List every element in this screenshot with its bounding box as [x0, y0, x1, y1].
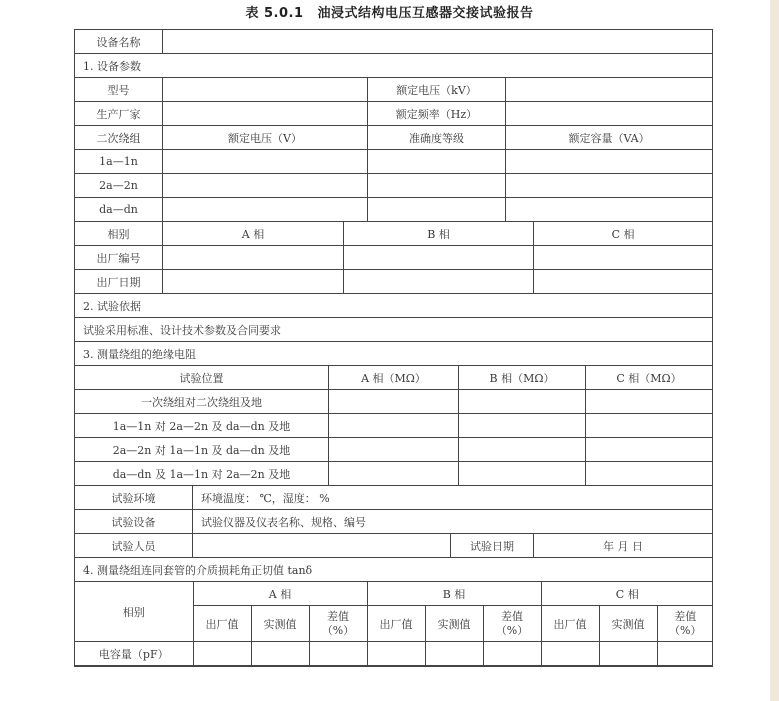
- tand-table: [75, 582, 713, 666]
- ir-b-field[interactable]: [459, 462, 586, 486]
- difference-header: [483, 606, 541, 642]
- manufacture-date-label: 出厂日期: [75, 270, 163, 294]
- winding-capacity-field[interactable]: [506, 174, 713, 198]
- date-c-field[interactable]: [534, 270, 713, 294]
- cap-c-diff[interactable]: [657, 642, 713, 666]
- ir-position: 一次绕组对二次绕组及地: [75, 390, 329, 414]
- table-number: 表 5.0.1: [245, 6, 304, 21]
- cap-b-measured[interactable]: [425, 642, 483, 666]
- ir-a-field[interactable]: [329, 462, 459, 486]
- secondary-winding-header: 二次绕组: [75, 126, 163, 150]
- title-text: 油浸式结构电压互感器交接试验报告: [317, 6, 534, 21]
- winding-voltage-field[interactable]: [163, 174, 368, 198]
- cap-c-measured[interactable]: [599, 642, 657, 666]
- rated-voltage-kv-field[interactable]: [506, 78, 713, 102]
- factory-value-header: 出厂值: [541, 606, 599, 642]
- test-report-table: [74, 29, 713, 667]
- personnel-label: 试验人员: [75, 534, 193, 558]
- test-position-header: 试验位置: [75, 366, 329, 390]
- model-field[interactable]: [163, 78, 368, 102]
- ir-a-field[interactable]: [329, 390, 459, 414]
- phase-b-header: B 相: [344, 222, 534, 246]
- difference-header-line2: （%）: [669, 623, 702, 637]
- winding-capacity-field[interactable]: [506, 150, 713, 174]
- ir-c-field[interactable]: [586, 438, 713, 462]
- winding-accuracy-field[interactable]: [368, 174, 506, 198]
- measured-value-header: 实测值: [251, 606, 309, 642]
- manufacturer-field[interactable]: [163, 102, 368, 126]
- measured-value-header: 实测值: [425, 606, 483, 642]
- secondary-voltage-header: 额定电压（V）: [163, 126, 368, 150]
- difference-header-line1: 差值: [327, 609, 349, 623]
- ir-row: [75, 462, 713, 486]
- date-b-field[interactable]: [344, 270, 534, 294]
- accuracy-class-header: 准确度等级: [368, 126, 506, 150]
- ir-b-header: B 相（MΩ）: [459, 366, 586, 390]
- section1-heading: 1. 设备参数: [75, 54, 713, 78]
- secondary-row: [75, 174, 713, 198]
- factory-value-header: 出厂值: [193, 606, 251, 642]
- ir-row: [75, 414, 713, 438]
- ir-c-field[interactable]: [586, 462, 713, 486]
- rated-capacity-header: 额定容量（VA）: [506, 126, 713, 150]
- ir-b-field[interactable]: [459, 414, 586, 438]
- ir-row: [75, 438, 713, 462]
- document-title: [0, 2, 779, 21]
- manufacturer-label: 生产厂家: [75, 102, 163, 126]
- secondary-row: [75, 150, 713, 174]
- cap-c-factory[interactable]: [541, 642, 599, 666]
- test-basis-text: 试验采用标准、设计技术参数及合同要求: [75, 318, 713, 342]
- winding-label: da—dn: [75, 198, 163, 222]
- winding-voltage-field[interactable]: [163, 198, 368, 222]
- capacitance-label: 电容量（pF）: [75, 642, 193, 666]
- ir-a-field[interactable]: [329, 414, 459, 438]
- tand-table-container: [75, 582, 713, 667]
- personnel-field[interactable]: [193, 534, 451, 558]
- phase-row: [75, 246, 713, 270]
- winding-label: 1a—1n: [75, 150, 163, 174]
- equipment-name-field[interactable]: [163, 30, 713, 54]
- equipment-name-label: 设备名称: [75, 30, 163, 54]
- test-date-field[interactable]: 年 月 日: [534, 534, 713, 558]
- cap-a-factory[interactable]: [193, 642, 251, 666]
- ir-position: da—dn 及 1a—1n 对 2a—2n 及地: [75, 462, 329, 486]
- winding-accuracy-field[interactable]: [368, 150, 506, 174]
- ir-c-field[interactable]: [586, 414, 713, 438]
- ir-position: 2a—2n 对 1a—1n 及 da—dn 及地: [75, 438, 329, 462]
- phase-row: [75, 270, 713, 294]
- difference-header-line2: （%）: [321, 623, 355, 637]
- rated-frequency-field[interactable]: [506, 102, 713, 126]
- date-a-field[interactable]: [163, 270, 344, 294]
- ir-c-header: C 相（MΩ）: [586, 366, 713, 390]
- page-edge: [770, 0, 779, 701]
- measured-value-header: 实测值: [599, 606, 657, 642]
- environment-field[interactable]: 环境温度： ℃，湿度： %: [193, 486, 713, 510]
- tand-phase-b-header: B 相: [367, 582, 541, 606]
- difference-header: [657, 606, 713, 642]
- phase-c-header: C 相: [534, 222, 713, 246]
- test-date-label: 试验日期: [451, 534, 534, 558]
- cap-a-diff[interactable]: [309, 642, 367, 666]
- serial-c-field[interactable]: [534, 246, 713, 270]
- secondary-row: [75, 198, 713, 222]
- tand-phase-label: 相别: [75, 582, 193, 642]
- difference-header: [309, 606, 367, 642]
- phase-header-label: 相别: [75, 222, 163, 246]
- tand-phase-c-header: C 相: [541, 582, 713, 606]
- section3-heading: 3. 测量绕组的绝缘电阻: [75, 342, 713, 366]
- rated-frequency-label: 额定频率（Hz）: [368, 102, 506, 126]
- ir-c-field[interactable]: [586, 390, 713, 414]
- serial-number-label: 出厂编号: [75, 246, 163, 270]
- tand-phase-a-header: A 相: [193, 582, 367, 606]
- rated-voltage-kv-label: 额定电压（kV）: [368, 78, 506, 102]
- ir-a-header: A 相（MΩ）: [329, 366, 459, 390]
- winding-voltage-field[interactable]: [163, 150, 368, 174]
- environment-label: 试验环境: [75, 486, 193, 510]
- section4-heading: 4. 测量绕组连同套管的介质损耗角正切值 tanδ: [75, 558, 713, 582]
- cap-a-measured[interactable]: [251, 642, 309, 666]
- ir-a-field[interactable]: [329, 438, 459, 462]
- cap-b-diff[interactable]: [483, 642, 541, 666]
- serial-b-field[interactable]: [344, 246, 534, 270]
- factory-value-header: 出厂值: [367, 606, 425, 642]
- phase-a-header: A 相: [163, 222, 344, 246]
- cap-b-factory[interactable]: [367, 642, 425, 666]
- section2-heading: 2. 试验依据: [75, 294, 713, 318]
- capacitance-row: [75, 642, 713, 666]
- model-label: 型号: [75, 78, 163, 102]
- test-equipment-field[interactable]: 试验仪器及仪表名称、规格、编号: [193, 510, 713, 534]
- difference-header-line1: 差值: [674, 609, 697, 623]
- ir-row: [75, 390, 713, 414]
- ir-b-field[interactable]: [459, 390, 586, 414]
- ir-b-field[interactable]: [459, 438, 586, 462]
- winding-capacity-field[interactable]: [506, 198, 713, 222]
- ir-position: 1a—1n 对 2a—2n 及 da—dn 及地: [75, 414, 329, 438]
- test-equipment-label: 试验设备: [75, 510, 193, 534]
- winding-accuracy-field[interactable]: [368, 198, 506, 222]
- winding-label: 2a—2n: [75, 174, 163, 198]
- difference-header-line2: （%）: [495, 623, 529, 637]
- difference-header-line1: 差值: [501, 609, 523, 623]
- serial-a-field[interactable]: [163, 246, 344, 270]
